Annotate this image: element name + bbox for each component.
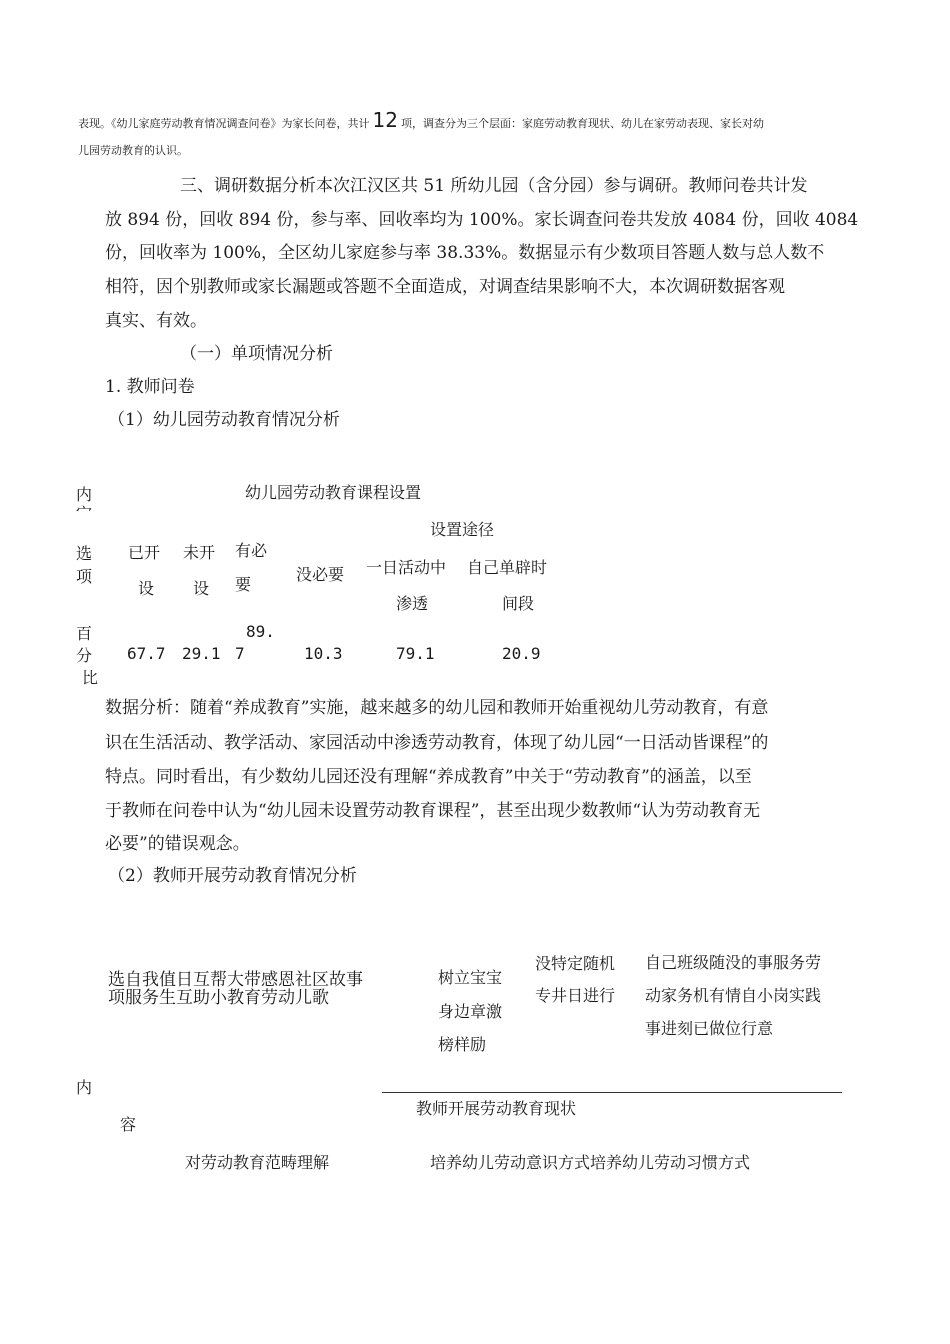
- table2-row-header-content-2: 容: [120, 1115, 137, 1134]
- table2-col-b-3: 榜样励: [438, 1035, 487, 1054]
- intro-line-1-before: 表现。《幼儿家庭劳动教育情况调查问卷》为家长问卷，共计: [78, 117, 370, 130]
- row-header-percent-2: 分: [76, 646, 93, 665]
- table2-footer-left: 对劳动教育范畴理解: [185, 1153, 330, 1172]
- table2-col-d-3: 事进刻已做位行意: [645, 1019, 774, 1038]
- value-necessary: 89.: [246, 622, 275, 641]
- row-header-percent-1: 百: [76, 624, 93, 643]
- option-necessary-l1: 有必: [235, 541, 268, 560]
- heading-single-item-analysis: （一）单项情况分析: [180, 344, 333, 364]
- value-not-opened: 29.1: [182, 644, 221, 663]
- analysis-line-5: 必要”的错误观念。: [105, 834, 250, 854]
- option-opened-l1: 已开: [128, 543, 161, 562]
- value-unnecessary: 10.3: [304, 644, 343, 663]
- heading-kindergarten-labor-analysis: （1）幼儿园劳动教育情况分析: [108, 410, 340, 430]
- row-header-option-2: 项: [76, 567, 93, 586]
- option-separate-period-l1: 自己单辟时: [467, 558, 548, 577]
- option-opened-l2: 设: [138, 579, 155, 598]
- table2-row-header-content-1: 内: [76, 1078, 93, 1097]
- analysis-line-4: 于教师在问卷中认为“幼儿园未设置劳动教育课程”，甚至出现少数教师“认为劳动教育无: [105, 801, 761, 821]
- intro-line-2: 儿园劳动教育的认识。: [78, 144, 188, 157]
- section3-line-3: 份，回收率为 100%，全区幼儿家庭参与率 38.33%。数据显示有少数项目答题人数与总人数不: [105, 243, 825, 263]
- table2-col-b-1: 树立宝宝: [438, 968, 503, 987]
- intro-item-count: 12: [372, 108, 398, 132]
- table2-col-c-2-cut: 专井日进行: [535, 986, 616, 1005]
- heading-teacher-labor-analysis: （2）教师开展劳动教育情况分析: [108, 866, 357, 886]
- intro-line-1: [78, 108, 764, 132]
- row-header-percent-3: 比: [82, 668, 99, 687]
- section3-line-2: 放 894 份，回收 894 份，参与率、回收率均为 100%。家长调查问卷共发放 4084 份，回收 4084: [105, 210, 859, 230]
- table2-col-d-1: 自己班级随没的事服务劳: [645, 953, 822, 972]
- value-separate-period: 20.9: [502, 644, 541, 663]
- value-daily-activity: 79.1: [396, 644, 435, 663]
- row-header-content-cut: 宀: [76, 503, 93, 522]
- analysis-line-1: 数据分析：随着“养成教育”实施，越来越多的幼儿园和教师开始重视幼儿劳动教育，有意: [105, 698, 769, 718]
- table2-col-c-1: 没特定随机: [535, 954, 616, 973]
- value-opened: 67.7: [127, 644, 166, 663]
- intro-line-1-after: 项，调查分为三个层面：家庭劳动教育现状、幼儿在家劳动表现、家长对幼: [400, 117, 764, 130]
- analysis-line-2: 识在生活活动、教学活动、家园活动中渗透劳动教育，体现了幼儿园“一日活动皆课程”的: [105, 733, 769, 753]
- row-header-content: 内: [76, 485, 93, 504]
- analysis-line-3: 特点。同时看出，有少数幼儿园还没有理解“养成教育”中关于“劳动教育”的涵盖，以至: [105, 767, 752, 787]
- section3-line-1: 三、调研数据分析本次江汉区共 51 所幼儿园（含分园）参与调研。教师问卷共计发: [180, 176, 808, 196]
- table2-col-d-2: 动家务机有情自小岗实践: [645, 986, 822, 1005]
- table-subtitle: 设置途径: [430, 520, 495, 539]
- heading-teacher-questionnaire: 1. 教师问卷: [105, 377, 195, 397]
- table2-col-b-2: 身边章激: [438, 1002, 503, 1021]
- table-title: 幼儿园劳动教育课程设置: [245, 483, 422, 502]
- section3-line-5: 真实、有效。: [105, 311, 207, 331]
- section3-line-4: 相符，因个别教师或家长漏题或答题不全面造成，对调查结果影响不大，本次调研数据客观: [105, 277, 785, 297]
- table2-row1-line2: 项服务生互助小教育劳动儿歌: [108, 988, 329, 1008]
- table2-row1-line1: 选自我值日互帮大带感恩社区故事: [108, 970, 363, 990]
- option-not-opened-l1: 未开: [183, 543, 216, 562]
- row-header-option-1: 选: [76, 544, 93, 563]
- option-not-opened-l2: 设: [193, 579, 210, 598]
- table2-status-title: 教师开展劳动教育现状: [416, 1099, 577, 1118]
- option-necessary-l2: 要: [235, 575, 252, 594]
- table2-footer-right: 培养幼儿劳动意识方式培养幼儿劳动习惯方式: [430, 1153, 751, 1172]
- option-daily-activity-l1: 一日活动中: [366, 558, 447, 577]
- option-daily-activity-l2: 渗透: [396, 594, 429, 613]
- option-unnecessary: 没必要: [296, 565, 345, 584]
- value-necessary-cont: 7: [235, 644, 245, 663]
- table2-divider: [382, 1092, 842, 1093]
- option-separate-period-l2: 间段: [502, 594, 535, 613]
